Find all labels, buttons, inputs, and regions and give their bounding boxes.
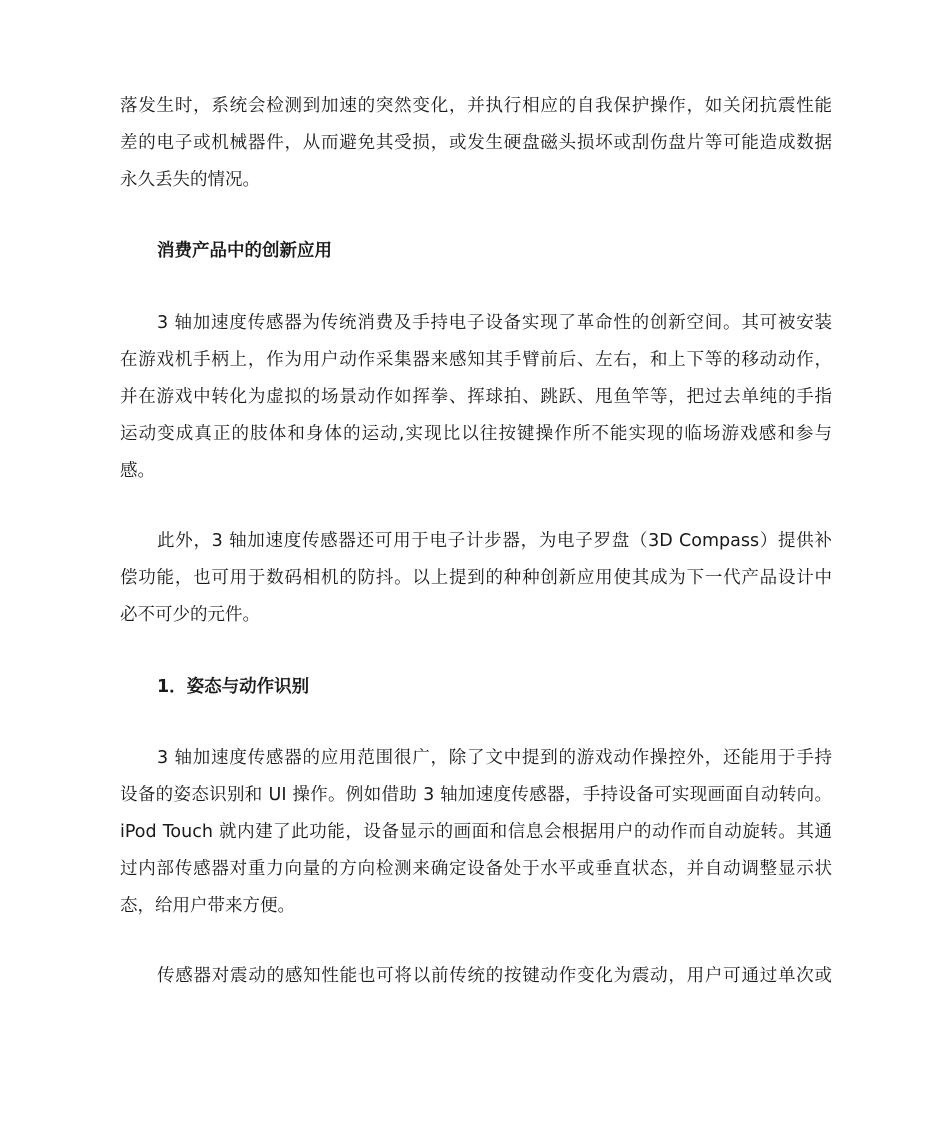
paragraph-consumer: [120, 305, 832, 490]
text-line: 设备的姿态识别和 UI 操作。例如借助 3 轴加速度传感器，手持设备可实现画面自动转向。: [120, 785, 832, 805]
text-line: 差的电子或机械器件，从而避免其受损，或发生硬盘磁头损坏或刮伤盘片等可能造成数据: [120, 133, 832, 153]
text-line: 在游戏机手柄上，作为用户动作采集器来感知其手臂前后、左右，和上下等的移动动作，: [120, 350, 832, 370]
section-heading-consumer: 消费产品中的创新应用: [157, 241, 332, 261]
text-line: 3 轴加速度传感器为传统消费及手持电子设备实现了革命性的创新空间。其可被安装: [157, 313, 832, 333]
text-line: 3 轴加速度传感器的应用范围很广，除了文中提到的游戏动作操控外，还能用于手持: [157, 748, 832, 768]
paragraph-posture: [120, 740, 832, 925]
text-line: 永久丢失的情况。: [120, 170, 260, 190]
text-line: 过内部传感器对重力向量的方向检测来确定设备处于水平或垂直状态，并自动调整显示状: [120, 859, 832, 879]
text-line: 落发生时，系统会检测到加速的突然变化，并执行相应的自我保护操作，如关闭抗震性能: [120, 96, 832, 116]
paragraph-vibration: [120, 958, 832, 995]
text-line: 传感器对震动的感知性能也可将以前传统的按键动作变化为震动，用户可通过单次或: [157, 966, 832, 986]
text-line: 感。: [120, 461, 155, 481]
text-line: 偿功能，也可用于数码相机的防抖。以上提到的种种创新应用使其成为下一代产品设计中: [120, 568, 832, 588]
section-heading-posture: 1．姿态与动作识别: [157, 677, 310, 697]
paragraph-intro: [120, 88, 832, 199]
text-line: 并在游戏中转化为虚拟的场景动作如挥拳、挥球拍、跳跃、甩鱼竿等，把过去单纯的手指: [120, 387, 832, 407]
text-line: iPod Touch 就内建了此功能，设备显示的画面和信息会根据用户的动作而自动旋转。其通: [120, 822, 832, 842]
text-line: 必不可少的元件。: [120, 605, 260, 625]
text-line: 运动变成真正的肢体和身体的运动,实现比以往按键操作所不能实现的临场游戏感和参与: [120, 424, 832, 444]
text-line: 态，给用户带来方便。: [120, 896, 295, 916]
paragraph-other: [120, 523, 832, 634]
text-line: 此外，3 轴加速度传感器还可用于电子计步器，为电子罗盘（3D Compass）提供补: [157, 531, 832, 551]
